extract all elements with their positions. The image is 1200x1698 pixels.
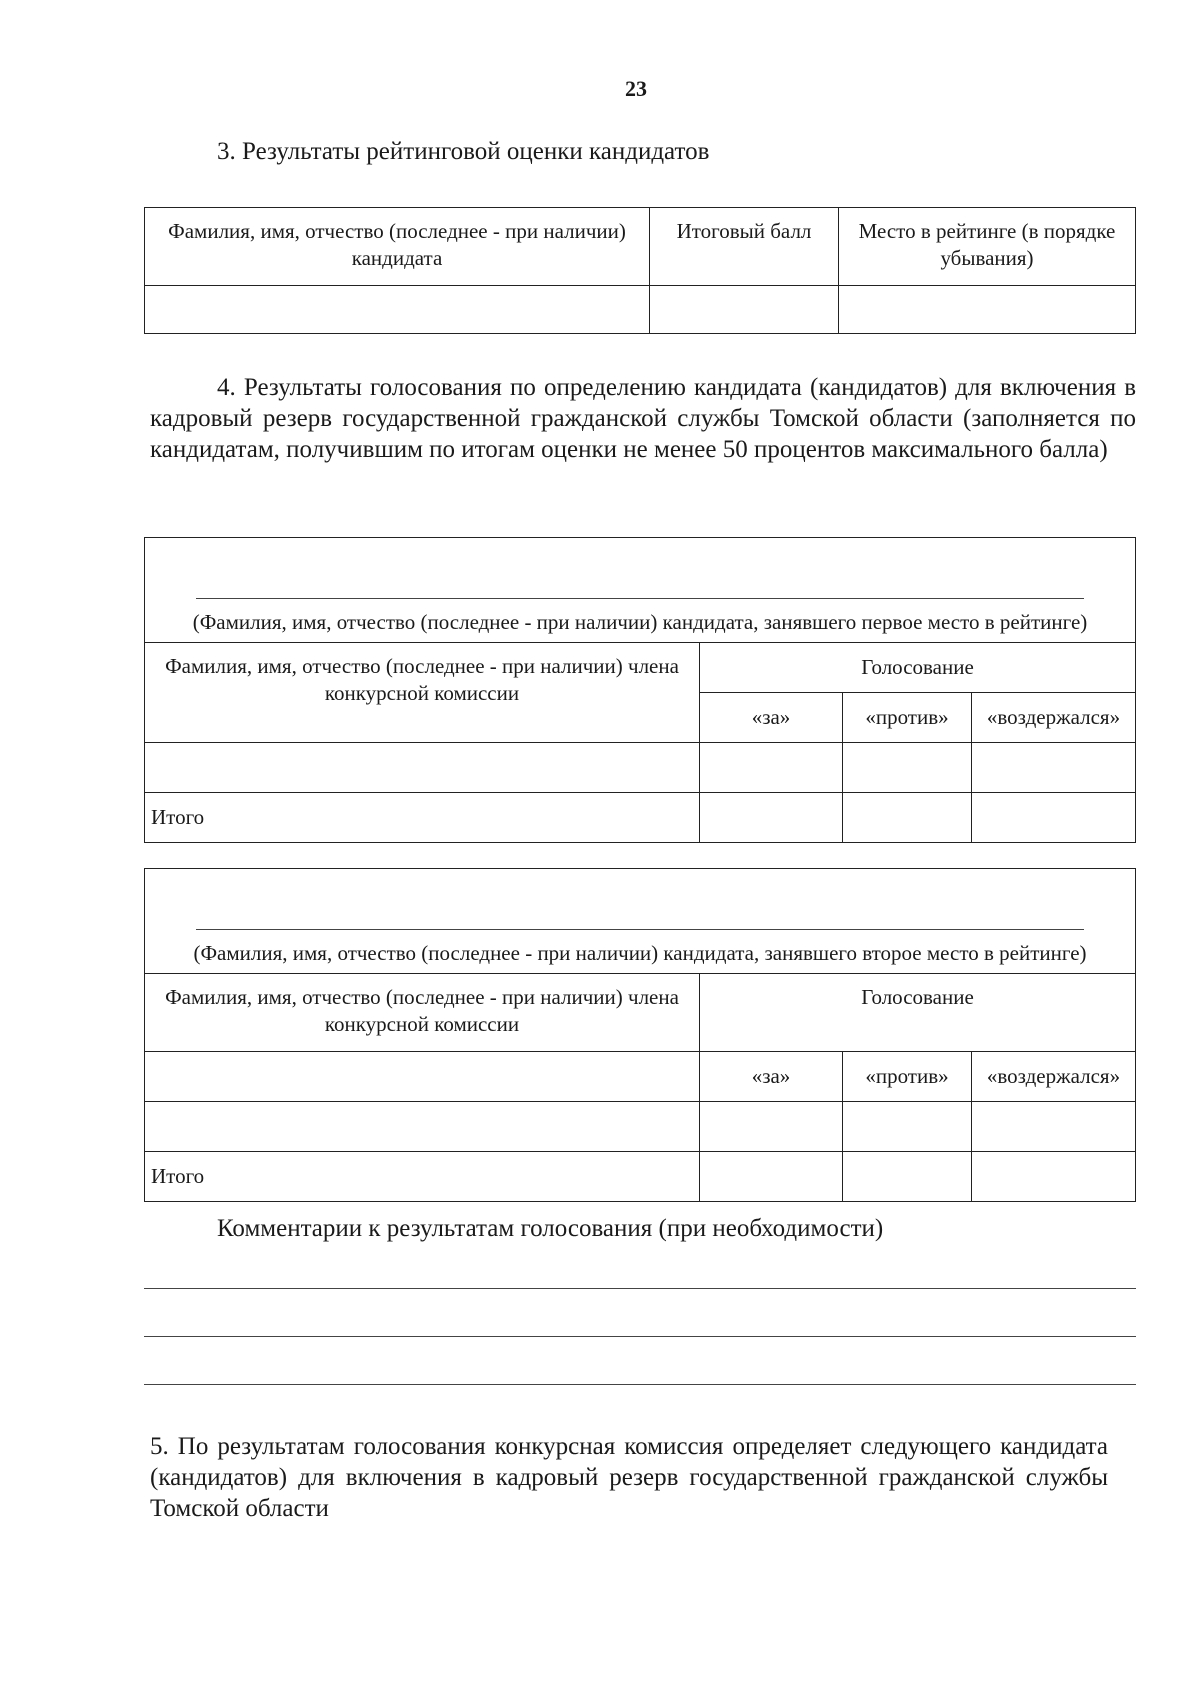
section-5-text: 5. По результатам голосования конкурсная комиссия определяет следующего кандидата (кандидатов) для включения в кадровый резерв государственной гражданской службы Томской области	[150, 1433, 1108, 1522]
comment-line[interactable]	[144, 1384, 1136, 1385]
voting-table-second	[144, 868, 1136, 1202]
section-5-paragraph	[150, 1431, 1108, 1524]
member-header: Фамилия, имя, отчество (последнее - при наличии) члена конкурсной комиссии	[145, 974, 700, 1052]
vote-for-cell[interactable]	[700, 743, 843, 793]
rating-cell-score[interactable]	[650, 286, 839, 334]
vote-against-cell[interactable]	[843, 1102, 972, 1152]
comments-label: Комментарии к результатам голосования (при необходимости)	[217, 1215, 884, 1242]
total-abstain-cell[interactable]	[972, 1152, 1136, 1202]
signature-line	[196, 929, 1084, 930]
signature-line	[196, 598, 1084, 599]
vote-abstain-header: «воздержался»	[972, 693, 1136, 743]
total-for-cell[interactable]	[700, 793, 843, 843]
member-cell[interactable]	[145, 743, 700, 793]
member-empty-cell[interactable]	[145, 1052, 700, 1102]
member-cell[interactable]	[145, 1102, 700, 1152]
voting-header: Голосование	[700, 974, 1136, 1052]
total-against-cell[interactable]	[843, 793, 972, 843]
vote-against-header: «против»	[843, 1052, 972, 1102]
rating-cell-name[interactable]	[145, 286, 650, 334]
vote-for-header: «за»	[700, 1052, 843, 1102]
section-3-title: 3. Результаты рейтинговой оценки кандидатов	[217, 138, 710, 165]
comment-line[interactable]	[144, 1288, 1136, 1289]
rating-header-score: Итоговый балл	[650, 208, 839, 286]
comment-line[interactable]	[144, 1336, 1136, 1337]
voting-table-first	[144, 537, 1136, 843]
second-candidate-caption: (Фамилия, имя, отчество (последнее - при наличии) кандидата, занявшего второе место в рейтинге)	[193, 941, 1087, 965]
rating-header-name: Фамилия, имя, отчество (последнее - при наличии) кандидата	[145, 208, 650, 286]
second-candidate-cell[interactable]	[145, 869, 1136, 974]
rating-header-place: Место в рейтинге (в порядке убывания)	[839, 208, 1136, 286]
first-candidate-caption: (Фамилия, имя, отчество (последнее - при наличии) кандидата, занявшего первое место в рейтинге)	[192, 610, 1088, 634]
total-label: Итого	[145, 793, 700, 843]
rating-table	[144, 207, 1136, 334]
vote-for-cell[interactable]	[700, 1102, 843, 1152]
first-candidate-cell[interactable]	[145, 538, 1136, 643]
vote-against-header: «против»	[843, 693, 972, 743]
total-for-cell[interactable]	[700, 1152, 843, 1202]
total-abstain-cell[interactable]	[972, 793, 1136, 843]
vote-against-cell[interactable]	[843, 743, 972, 793]
vote-abstain-header: «воздержался»	[972, 1052, 1136, 1102]
vote-abstain-cell[interactable]	[972, 743, 1136, 793]
page-number: 23	[625, 76, 647, 101]
section-4-paragraph	[150, 372, 1136, 465]
total-label: Итого	[145, 1152, 700, 1202]
member-header: Фамилия, имя, отчество (последнее - при наличии) члена конкурсной комиссии	[145, 643, 700, 743]
section-4-text: 4. Результаты голосования по определению кандидата (кандидатов) для включения в кадровый резерв государственной гражданской службы Томской области (заполняется по кандидатам, получившим по итогам оценки не менее 50 процентов максимального балла)	[150, 374, 1136, 463]
total-against-cell[interactable]	[843, 1152, 972, 1202]
vote-abstain-cell[interactable]	[972, 1102, 1136, 1152]
voting-header: Голосование	[700, 643, 1136, 693]
rating-cell-place[interactable]	[839, 286, 1136, 334]
vote-for-header: «за»	[700, 693, 843, 743]
